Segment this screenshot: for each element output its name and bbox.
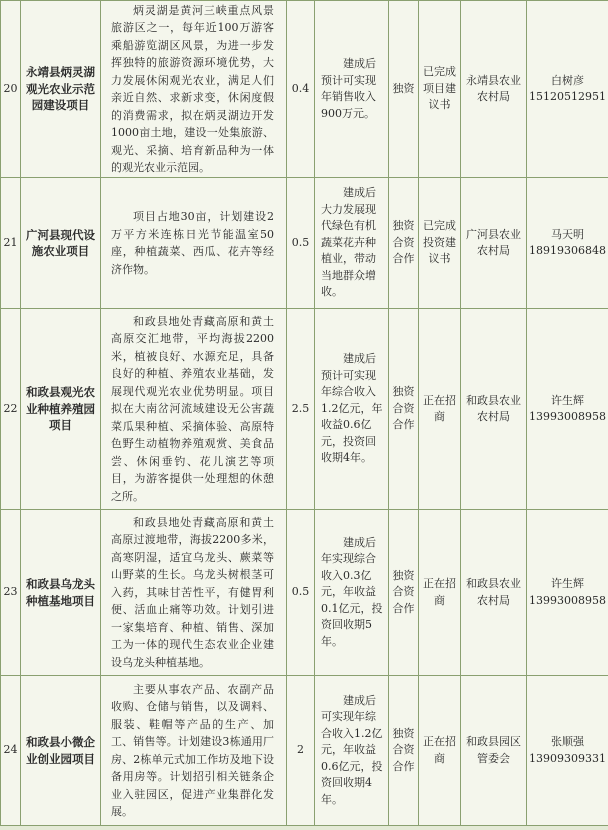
table-row: [1, 510, 608, 676]
project-description-text: 和政县地处青藏高原和黄土高原过渡地带，海拔2200多米，高寒阴湿，适宜乌龙头、蕨菜等山野菜的生长。乌龙头树根茎可入药，其味甘苦性平，有健胃利便、活血止痛等功效。计划引进一家集培育、种植、销售、深加工为一体的现代生态农业企业建设乌龙头种植基地。: [111, 515, 274, 669]
project-description: [101, 676, 287, 826]
project-name: 永靖县炳灵湖观光农业示范园建设项目: [21, 1, 101, 178]
investment-amount: 0.5: [287, 510, 315, 676]
project-description-text: 和政县地处青藏高原和黄土高原交汇地带，平均海拔2200米，植被良好、水源充足，具备良好的种植、养殖农业基础，发展现代观光农业优势明显。项目拟在大南岔河流域建设无公害蔬菜瓜果种植、采摘体验、高原特色野生动植物养殖观赏、美食品尝、休闲垂钓、花儿演艺等项目，为游客提供一处理想的休憩之所。: [111, 314, 274, 503]
project-description: [101, 1, 287, 178]
project-name: 和政县乌龙头种植基地项目: [21, 510, 101, 676]
cooperation-mode: 独资: [389, 1, 419, 178]
expected-benefit: [315, 178, 389, 309]
cooperation-mode: 独资合资合作: [389, 676, 419, 826]
project-description: [101, 178, 287, 309]
table-row: [1, 178, 608, 309]
responsible-department: 和政县农业农村局: [461, 309, 527, 510]
expected-benefit: [315, 1, 389, 178]
cooperation-mode: 独资合资合作: [389, 178, 419, 309]
project-description-text: 主要从事农产品、农副产品收购、仓储与销售，以及调料、服装、鞋帽等产品的生产、加工、销售等。计划建设3栋通用厂房、2栋单元式加工作坊及地下设备用房等。计划招引相关链条企业入驻园区，促进产业集群化发展。: [111, 682, 274, 818]
responsible-department: 和政县农业农村局: [461, 510, 527, 676]
contact-phone: 13909309331: [529, 751, 606, 765]
contact-name: 张顺强: [551, 735, 584, 748]
table-row: [1, 676, 608, 826]
project-name: 和政县小微企业创业园项目: [21, 676, 101, 826]
project-name: 广河县现代设施农业项目: [21, 178, 101, 309]
responsible-department: 广河县农业农村局: [461, 178, 527, 309]
expected-benefit-text: 建成后预计可实现年销售收入900万元。: [321, 57, 376, 120]
contact-phone: 13993008958: [529, 593, 606, 607]
investment-amount: 0.4: [287, 1, 315, 178]
contact-person: [527, 178, 608, 309]
expected-benefit-text: 建成后大力发展现代绿色有机蔬菜花卉种植业，带动当地群众增收。: [321, 186, 376, 299]
expected-benefit: [315, 676, 389, 826]
project-description-text: 炳灵湖是黄河三峡重点风景旅游区之一，每年近100万游客乘船游览湖区风景，为进一步发挥独特的旅游资源环境优势，大力发展休闲观光农业，满足人们亲近自然、求新求变，休闲度假的消费需求，拟在炳灵湖边开发1000亩土地，建设一处集旅游、观光、采摘、培育新品种为一体的观光农业示范园。: [111, 3, 274, 174]
contact-name: 许生辉: [551, 393, 584, 407]
row-number: 24: [1, 676, 21, 826]
row-number: 22: [1, 309, 21, 510]
row-number: 21: [1, 178, 21, 309]
expected-benefit-text: 建成后可实现年综合收入1.2亿元，年收益0.6亿元，投资回收期4年。: [321, 693, 383, 806]
cooperation-mode: 独资合资合作: [389, 309, 419, 510]
contact-person: [527, 1, 608, 178]
investment-amount: 2.5: [287, 309, 315, 510]
contact-name: 许生辉: [551, 577, 584, 590]
row-number: 23: [1, 510, 21, 676]
project-description: [101, 510, 287, 676]
row-number: 20: [1, 1, 21, 178]
contact-phone: 15120512951: [529, 90, 606, 103]
contact-person: [527, 676, 608, 826]
expected-benefit-text: 建成后年实现综合收入0.3亿元，年收益0.1亿元，投资回收期5年。: [321, 535, 383, 648]
project-description: [101, 309, 287, 510]
project-name: 和政县观光农业种植养殖园项目: [21, 309, 101, 510]
project-description-text: 项目占地30亩，计划建设2万平方米连栋日光节能温室50座，种植蔬菜、西瓜、花卉等经济作物。: [111, 210, 274, 276]
contact-person: [527, 309, 608, 510]
project-status: 已完成投资建议书: [419, 178, 461, 309]
project-status: 正在招商: [419, 309, 461, 510]
project-status: 已完成项目建议书: [419, 1, 461, 178]
table-row: [1, 1, 608, 178]
project-status: 正在招商: [419, 676, 461, 826]
expected-benefit-text: 建成后预计可实现年综合收入1.2亿元，年收益0.6亿元，投资回收期4年。: [321, 352, 383, 465]
responsible-department: 和政县园区管委会: [461, 676, 527, 826]
investment-amount: 2: [287, 676, 315, 826]
contact-phone: 13993008958: [529, 410, 606, 423]
contact-person: [527, 510, 608, 676]
investment-amount: 0.5: [287, 178, 315, 309]
project-status: 正在招商: [419, 510, 461, 676]
table-row: [1, 309, 608, 510]
contact-phone: 18919306848: [529, 244, 606, 257]
responsible-department: 永靖县农业农村局: [461, 1, 527, 178]
expected-benefit: [315, 510, 389, 676]
contact-name: 白树彦: [551, 73, 584, 87]
contact-name: 马天明: [551, 227, 584, 241]
cooperation-mode: 独资合资合作: [389, 510, 419, 676]
expected-benefit: [315, 309, 389, 510]
